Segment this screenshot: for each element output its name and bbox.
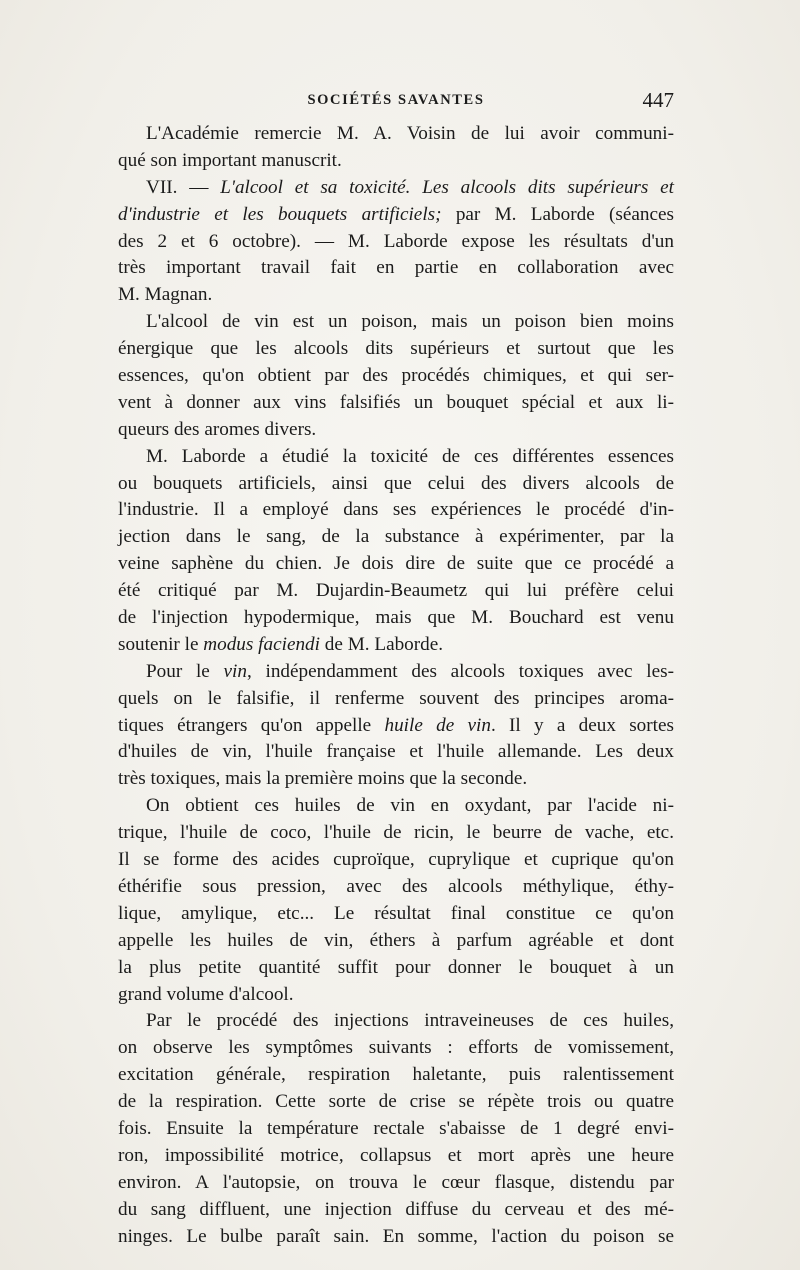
text-span: queurs des aromes divers. <box>118 418 317 440</box>
text-span: très toxiques, mais la première moins que la seconde. <box>118 768 528 790</box>
text-line <box>118 713 674 740</box>
text-span: ninges. Le bulbe paraît sain. En somme, l'action du poison se <box>118 1225 674 1247</box>
body-text <box>118 121 674 1250</box>
text-line <box>118 955 674 982</box>
text-line <box>118 390 674 417</box>
text-line <box>118 1197 674 1224</box>
text-span: fois. Ensuite la température rectale s'abaisse de 1 degré envi- <box>118 1117 674 1139</box>
text-span: On obtient ces huiles de vin en oxydant, par l'acide ni- <box>146 795 674 817</box>
text-span: de l'injection hypodermique, mais que M. Bouchard est venu <box>118 607 674 629</box>
text-span: très important travail fait en partie en collaboration avec <box>118 257 674 279</box>
text-line <box>118 202 674 229</box>
text-line <box>118 471 674 498</box>
text-span: des 2 et 6 octobre). — M. Laborde expose les résultats d'un <box>118 230 674 252</box>
paragraph-first-line <box>118 793 674 820</box>
running-head <box>118 88 674 114</box>
paragraph-first-line <box>118 659 674 686</box>
text-span: la plus petite quantité suffit pour donner le bouquet à un <box>118 956 674 978</box>
text-line <box>118 1224 674 1251</box>
text-span: L'Académie remercie M. A. Voisin de lui avoir communi- <box>146 123 674 144</box>
text-line <box>118 901 674 928</box>
text-line <box>118 1170 674 1197</box>
text-span: d'huiles de vin, l'huile française et l'huile allemande. Les deux <box>118 741 674 763</box>
text-line <box>118 336 674 363</box>
text-span: Il se forme des acides cuproïque, cuprylique et cuprique qu'on <box>118 849 674 871</box>
text-span: Pour le <box>146 660 224 682</box>
italic-text: huile de vin <box>384 714 491 736</box>
text-line <box>118 847 674 874</box>
text-line <box>118 605 674 632</box>
text-span: de la respiration. Cette sorte de crise se répète trois ou quatre <box>118 1091 674 1113</box>
paragraph-first-line <box>118 444 674 471</box>
text-line <box>118 982 674 1009</box>
text-span: énergique que les alcools dits supérieurs et surtout que les <box>118 338 674 360</box>
text-span: excitation générale, respiration haletante, puis ralentissement <box>118 1064 674 1086</box>
text-line <box>118 578 674 605</box>
text-line <box>118 739 674 766</box>
text-span: été critiqué par M. Dujardin-Beaumetz qui lui préfère celui <box>118 580 674 602</box>
text-span: . Il y a deux sortes <box>490 714 674 736</box>
paragraph-first-line <box>118 309 674 336</box>
text-line <box>118 686 674 713</box>
paragraph-first-line <box>118 121 674 148</box>
text-line <box>118 766 674 793</box>
text-span: éthérifie sous pression, avec des alcools méthylique, éthy- <box>118 875 674 897</box>
text-span: tiques étrangers qu'on appelle <box>118 714 385 736</box>
text-line <box>118 282 674 309</box>
text-span: appelle les huiles de vin, éthers à parfum agréable et dont <box>118 929 674 951</box>
text-line <box>118 363 674 390</box>
text-line <box>118 497 674 524</box>
text-line <box>118 1062 674 1089</box>
text-line <box>118 1035 674 1062</box>
paragraph-first-line <box>118 1008 674 1035</box>
text-line <box>118 148 674 175</box>
text-line <box>118 820 674 847</box>
text-span: par M. Laborde (séances <box>441 203 674 225</box>
text-span: Par le procédé des injections intraveineuses de ces huiles, <box>146 1010 674 1032</box>
text-span: on observe les symptômes suivants : efforts de vomissement, <box>118 1037 674 1059</box>
text-span: essences, qu'on obtient par des procédés chimiques, et qui ser- <box>118 365 674 387</box>
italic-text: L'alcool et sa toxicité. Les alcools dits supérieurs et <box>220 176 674 198</box>
text-line <box>118 551 674 578</box>
text-span: quels on le falsifie, il renferme souvent des principes aroma- <box>118 687 674 709</box>
text-line <box>118 1089 674 1116</box>
text-line <box>118 417 674 444</box>
text-line <box>118 524 674 551</box>
italic-text: vin <box>223 660 247 682</box>
paragraph-first-line <box>118 175 674 202</box>
text-span: M. Laborde a étudié la toxicité de ces différentes essences <box>146 445 674 467</box>
text-line <box>118 632 674 659</box>
text-span: veine saphène du chien. Je dois dire de suite que ce procédé a <box>118 553 674 575</box>
text-line <box>118 1143 674 1170</box>
text-span: environ. A l'autopsie, on trouva le cœur flasque, distendu par <box>118 1171 674 1193</box>
italic-text: d'industrie et les bouquets artificiels; <box>118 203 442 225</box>
text-span: du sang diffluent, une injection diffuse du cerveau et des mé- <box>118 1198 674 1220</box>
italic-text: modus faciendi <box>203 633 320 655</box>
text-line <box>118 229 674 256</box>
text-span: ou bouquets artificiels, ainsi que celui des divers alcools de <box>118 472 674 494</box>
text-line <box>118 874 674 901</box>
text-span: de M. Laborde. <box>319 633 444 655</box>
text-span: qué son important manuscrit. <box>118 149 342 171</box>
text-span: , indépendamment des alcools toxiques avec les- <box>246 660 674 682</box>
text-line <box>118 1116 674 1143</box>
text-span: ron, impossibilité motrice, collapsus et mort après une heure <box>118 1144 674 1166</box>
text-span: lique, amylique, etc... Le résultat final constitue ce qu'on <box>118 902 674 924</box>
text-span: grand volume d'alcool. <box>118 983 294 1005</box>
text-span: trique, l'huile de coco, l'huile de ricin, le beurre de vache, etc. <box>118 822 674 844</box>
text-span: vent à donner aux vins falsifiés un bouquet spécial et aux li- <box>118 391 674 413</box>
page-number: 447 <box>642 88 674 112</box>
text-line <box>118 255 674 282</box>
text-span: l'industrie. Il a employé dans ses expériences le procédé d'in- <box>118 499 674 521</box>
text-span: soutenir le <box>118 633 204 655</box>
text-span: M. Magnan. <box>118 284 213 306</box>
text-span: jection dans le sang, de la substance à expérimenter, par la <box>118 526 674 548</box>
text-span: L'alcool de vin est un poison, mais un poison bien moins <box>146 311 674 333</box>
running-title: SOCIÉTÉS SAVANTES <box>307 92 485 108</box>
text-line <box>118 928 674 955</box>
text-span: VII. — <box>146 176 221 198</box>
